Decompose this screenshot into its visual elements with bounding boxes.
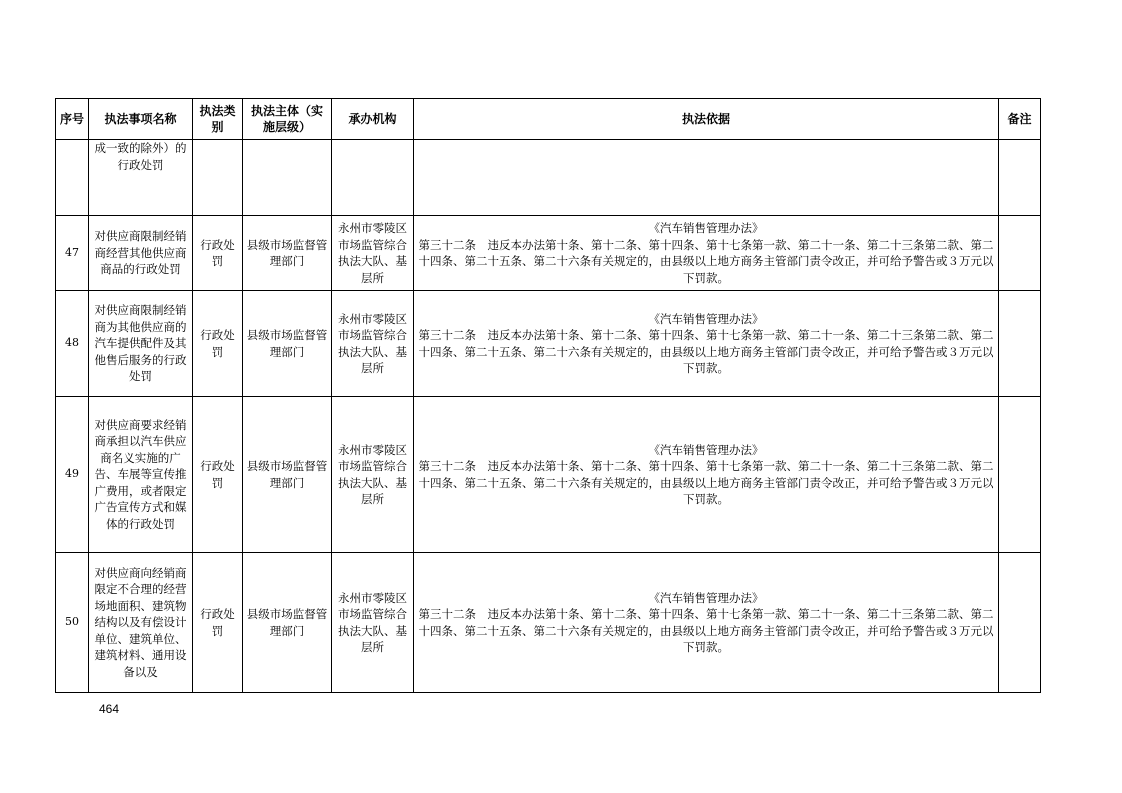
cell-basis <box>414 291 999 397</box>
basis-text: 第三十二条 违反本办法第十条、第十二条、第十四条、第十七条第一款、第二十一条、第二十三条第二款、第二十四条、第二十五条、第二十六条有关规定的，由县级以上地方商务主管部门责令改正，并可给予警告或３万元以下罚款。 <box>418 459 994 506</box>
cell-basis <box>414 397 999 553</box>
basis-title: 《汽车销售管理办法》 <box>648 590 764 605</box>
table-row <box>56 397 1041 553</box>
cell-name: 成一致的除外）的行政处罚 <box>89 140 193 216</box>
cell-name: 对供应商要求经销商承担以汽车供应商名义实施的广告、车展等宣传推广费用，或者限定广告宣传方式和媒体的行政处罚 <box>89 397 193 553</box>
col-header-category: 执法类别 <box>193 99 243 140</box>
cell-basis <box>414 140 999 216</box>
enforcement-table <box>55 98 1041 693</box>
cell-category: 行政处罚 <box>193 291 243 397</box>
basis-title: 《汽车销售管理办法》 <box>648 442 764 457</box>
cell-agency <box>332 140 414 216</box>
cell-agency: 永州市零陵区市场监管综合执法大队、基层所 <box>332 216 414 291</box>
cell-name: 对供应商限制经销商经营其他供应商商品的行政处罚 <box>89 216 193 291</box>
cell-category: 行政处罚 <box>193 216 243 291</box>
cell-remarks <box>999 397 1041 553</box>
table-row <box>56 291 1041 397</box>
col-header-name: 执法事项名称 <box>89 99 193 140</box>
col-header-basis: 执法依据 <box>414 99 999 140</box>
basis-title: 《汽车销售管理办法》 <box>648 311 764 326</box>
col-header-subject: 执法主体（实施层级） <box>243 99 332 140</box>
col-header-remarks: 备注 <box>999 99 1041 140</box>
cell-seq: 50 <box>56 553 89 693</box>
cell-subject <box>243 140 332 216</box>
cell-basis <box>414 216 999 291</box>
cell-remarks <box>999 291 1041 397</box>
cell-remarks <box>999 216 1041 291</box>
cell-agency: 永州市零陵区市场监管综合执法大队、基层所 <box>332 397 414 553</box>
cell-subject: 县级市场监督管理部门 <box>243 291 332 397</box>
table-row <box>56 140 1041 216</box>
cell-name: 对供应商向经销商限定不合理的经营场地面积、建筑物结构以及有偿设计单位、建筑单位、建筑材料、通用设备以及 <box>89 553 193 693</box>
col-header-agency: 承办机构 <box>332 99 414 140</box>
cell-category: 行政处罚 <box>193 397 243 553</box>
cell-agency: 永州市零陵区市场监管综合执法大队、基层所 <box>332 553 414 693</box>
cell-subject: 县级市场监督管理部门 <box>243 216 332 291</box>
page-number: 464 <box>99 702 120 716</box>
cell-seq <box>56 140 89 216</box>
cell-category: 行政处罚 <box>193 553 243 693</box>
basis-title: 《汽车销售管理办法》 <box>648 221 764 235</box>
basis-text: 第三十二条 违反本办法第十条、第十二条、第十四条、第十七条第一款、第二十一条、第二十三条第二款、第二十四条、第二十五条、第二十六条有关规定的，由县级以上地方商务主管部门责令改正，并可给予警告或３万元以下罚款。 <box>418 328 994 375</box>
col-header-seq: 序号 <box>56 99 89 140</box>
basis-text: 第三十二条 违反本办法第十条、第十二条、第十四条、第十七条第一款、第二十一条、第二十三条第二款、第二十四条、第二十五条、第二十六条有关规定的，由县级以上地方商务主管部门责令改正，并可给予警告或３万元以下罚款。 <box>418 237 994 285</box>
cell-seq: 48 <box>56 291 89 397</box>
cell-remarks <box>999 140 1041 216</box>
cell-seq: 47 <box>56 216 89 291</box>
cell-remarks <box>999 553 1041 693</box>
cell-name: 对供应商限制经销商为其他供应商的汽车提供配件及其他售后服务的行政处罚 <box>89 291 193 397</box>
table-row <box>56 553 1041 693</box>
cell-subject: 县级市场监督管理部门 <box>243 397 332 553</box>
cell-agency: 永州市零陵区市场监管综合执法大队、基层所 <box>332 291 414 397</box>
cell-basis <box>414 553 999 693</box>
basis-text: 第三十二条 违反本办法第十条、第十二条、第十四条、第十七条第一款、第二十一条、第二十三条第二款、第二十四条、第二十五条、第二十六条有关规定的，由县级以上地方商务主管部门责令改正，并可给予警告或３万元以下罚款。 <box>418 607 994 654</box>
cell-category <box>193 140 243 216</box>
cell-seq: 49 <box>56 397 89 553</box>
cell-subject: 县级市场监督管理部门 <box>243 553 332 693</box>
table-header-row <box>56 99 1041 140</box>
table-row <box>56 216 1041 291</box>
